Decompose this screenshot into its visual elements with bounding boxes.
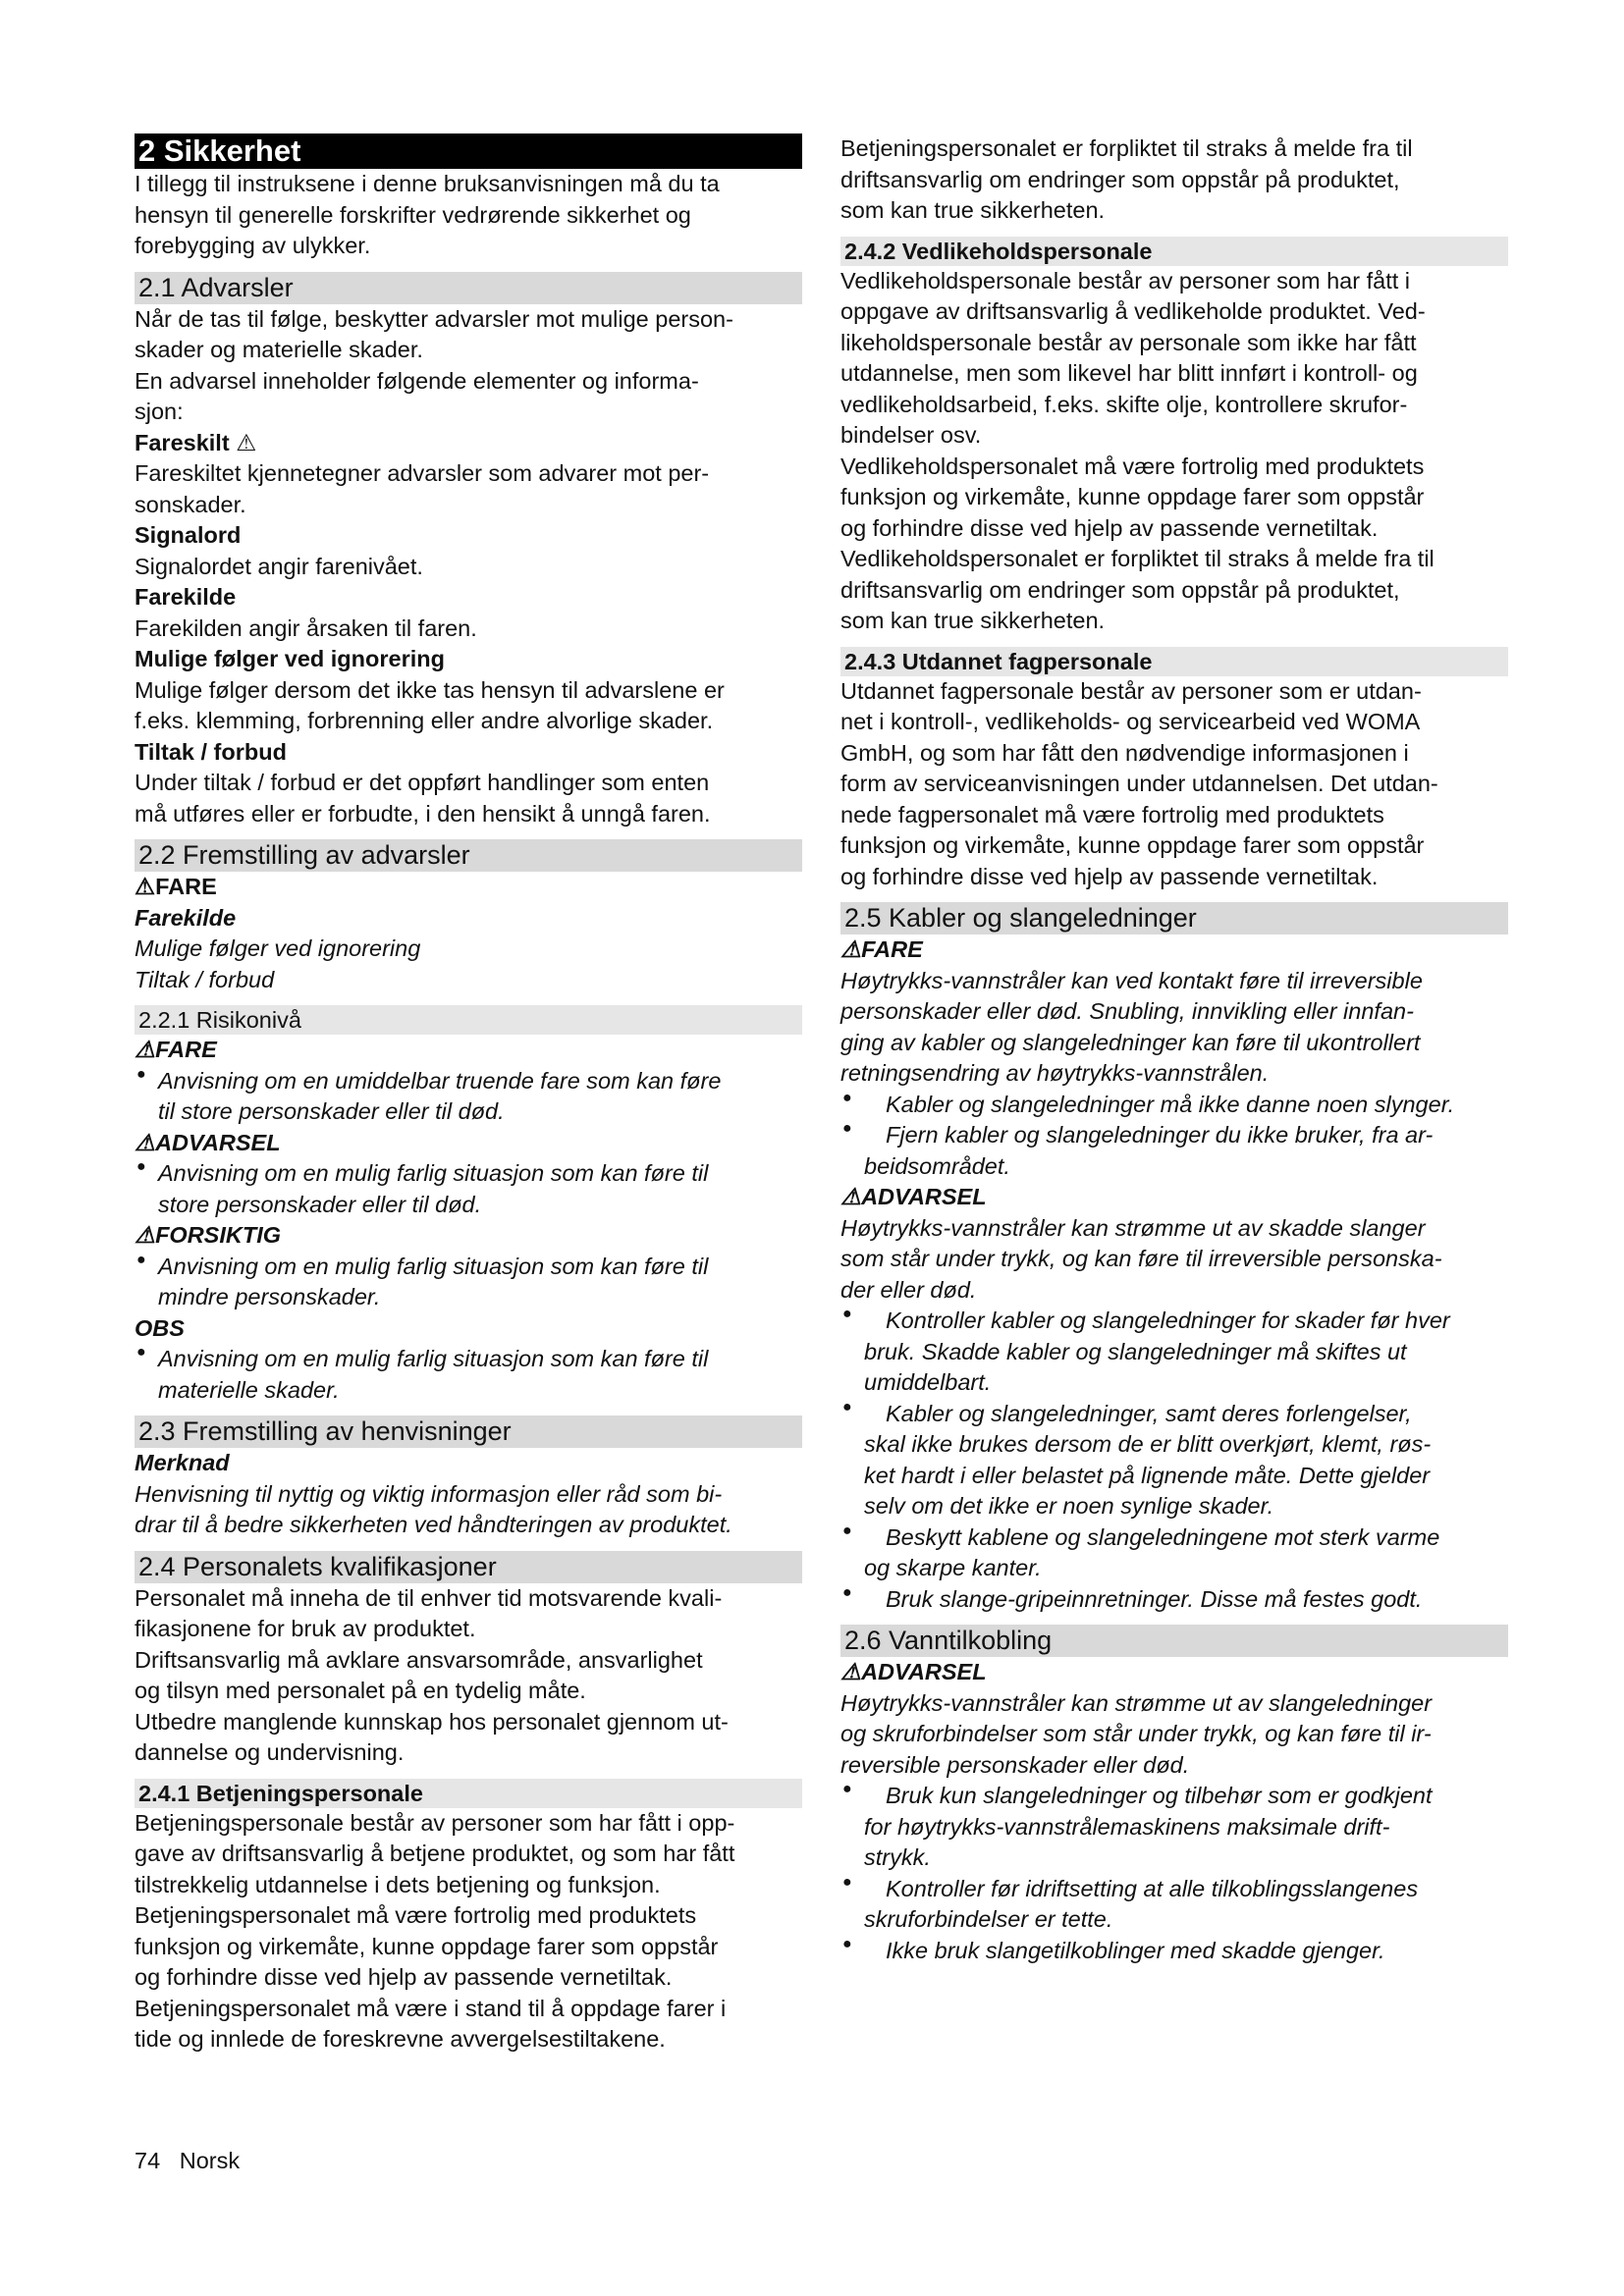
bullet-icon: ● [136, 1344, 146, 1361]
section-2-4-1-heading: 2.4.1 Betjeningspersonale [135, 1779, 802, 1808]
mulige-folger-text: Mulige følger dersom det ikke tas hensyn til advarslene er f.eks. klemming, forbrenning eller andre alvorlige skader. [135, 676, 725, 733]
risk-level-fare: ⚠FARE [135, 1037, 217, 1062]
risk-level-obs-item: ● Anvisning om en mulig farlig situasjon som kan føre til materielle skader. [136, 1344, 709, 1403]
fareskilt-title: Fareskilt ⚠ [135, 429, 257, 455]
risk-level-advarsel: ⚠ADVARSEL [135, 1129, 281, 1155]
list-item: ● Bruk slange-gripeinnretninger. Disse må festes godt. [842, 1583, 1423, 1612]
risk-level-forsiktig: ⚠FORSIKTIG [135, 1222, 282, 1248]
example-consequence: Mulige følger ved ignorering [135, 935, 421, 961]
section-2-6-heading: 2.6 Vanntilkobling [840, 1625, 1508, 1657]
list-item: ● Kontroller kabler og slangeledninger for skader før hver bruk. Skadde kabler og slangeledninger må skiftes ut umiddelbart. [842, 1306, 1450, 1395]
section-2-3-heading: 2.3 Fremstilling av henvisninger [135, 1415, 802, 1448]
list-item: ● Beskytt kablene og slangeledningene mot sterk varme og skarpe kanter. [842, 1522, 1440, 1580]
page-footer [135, 2148, 240, 2174]
bullet-icon: ● [842, 1089, 852, 1106]
section-2-2-heading: 2.2 Fremstilling av advarsler [135, 839, 802, 872]
example-farekilde: Farekilde [135, 904, 237, 931]
section-2-4-heading: 2.4 Personalets kvalifikasjoner [135, 1551, 802, 1583]
bullet-icon: ● [136, 1065, 146, 1083]
section-2-4-3-text: Utdannet fagpersonale består av personer som er utdan- net i kontroll-, vedlikeholds- og servicearbeid ved WOMA GmbH, og som har fått den nødvendige informasjonen i form av serviceanvisningen under utdannelsen. Det utdan- nede fagpersonalet må være fortrolig med produktets funksjon og virkemåte, kunne oppdage farer som oppstår og forhindre disse ved hjelp av passende vernetiltak. [840, 677, 1438, 889]
section-2-4-text: Personalet må inneha de til enhver tid motsvarende kvali- fikasjonene for bruk av produktet. Driftsansvarlig må avklare ansvarsområde, ansvarlighet og tilsyn med personalet på en tydelig måte. Utbedre manglende kunnskap hos personalet gjennom ut- dannelse og undervisning. [135, 1584, 729, 1765]
risk-level-fare-item: ● Anvisning om en umiddelbar truende fare som kan føre til store personskader eller til død. [136, 1065, 722, 1124]
risk-level-advarsel-item: ● Anvisning om en mulig farlig situasjon som kan føre til store personskader eller til død. [136, 1158, 709, 1217]
section-2-intro: I tillegg til instruksene i denne bruksanvisningen må du ta hensyn til generelle forskrifter vedrørende sikkerhet og forebygging av ulykker. [135, 171, 720, 258]
list-item: ● Ikke bruk slangetilkoblinger med skadde gjenger. [842, 1935, 1385, 1963]
section-2-5-heading: 2.5 Kabler og slangeledninger [840, 902, 1508, 934]
section-2-1-heading: 2.1 Advarsler [135, 272, 802, 304]
tiltak-forbud-text: Under tiltak / forbud er det oppført handlinger som enten må utføres eller er forbudte, i den hensikt å unngå faren. [135, 770, 711, 827]
bullet-icon: ● [842, 1873, 852, 1891]
warning-triangle-icon: ⚠ [236, 429, 257, 455]
section-2-heading: 2 Sikkerhet [135, 133, 802, 169]
signalord-text: Signalordet angir farenivået. [135, 553, 423, 579]
bullet-icon: ● [136, 1251, 146, 1268]
fareskilt-text: Fareskiltet kjennetegner advarsler som advarer mot per- sonskader. [135, 460, 710, 517]
list-item: ● Kontroller før idriftsetting at alle tilkoblingsslangenes skruforbindelser er tette. [842, 1873, 1419, 1932]
section-2-1-paragraph-1: Når de tas til følge, beskytter advarsler mot mulige person- skader og materielle skader. [135, 305, 733, 362]
section-2-4-2-heading: 2.4.2 Vedlikeholdspersonale [840, 237, 1508, 266]
section-2-4-2-text: Vedlikeholdspersonale består av personer som har fått i oppgave av driftsansvarlig å vedlikeholde produktet. Ved- likeholdspersonale består av personale som ikke har fått utdannelse, men som likevel har blitt innført i kontroll- og vedlikeholdsarbeid, f.eks. skifte olje, kontrollere skrufor- bindelser osv. Vedlikeholdspersonalet må være fortrolig med produktets funksjon og virkemåte, kunne oppdage farer som oppstår og forhindre disse ved hjelp av passende vernetiltak. Vedlikeholdspersonalet er forpliktet til straks å melde fra til driftsansvarlig om endringer som oppstår på produktet, som kan true sikkerheten. [840, 267, 1435, 633]
footer-language: Norsk [179, 2148, 241, 2173]
bullet-icon: ● [136, 1158, 146, 1175]
section-2-4-1-continued: Betjeningspersonalet er forpliktet til straks å melde fra til driftsansvarlig om endringer som oppstår på produktet, som kan true sikkerheten. [840, 135, 1413, 223]
mulige-folger-title: Mulige følger ved ignorering [135, 646, 445, 671]
risk-level-forsiktig-item: ● Anvisning om en mulig farlig situasjon som kan føre til mindre personskader. [136, 1251, 709, 1309]
section-2-6-signal-advarsel: ⚠ADVARSEL [840, 1659, 987, 1684]
bullet-icon: ● [842, 1935, 852, 1952]
section-2-6-text: Høytrykks-vannstråler kan strømme ut av slangeledninger og skruforbindelser som står under trykk, og kan føre til ir- reversible personskader eller død. [840, 1689, 1433, 1778]
section-2-5-signal-fare: ⚠FARE [840, 936, 923, 962]
list-item: ● Kabler og slangeledninger må ikke danne noen slynger. [842, 1089, 1455, 1117]
section-2-4-3-heading: 2.4.3 Utdannet fagpersonale [840, 647, 1508, 676]
page-number: 74 [135, 2148, 161, 2173]
tiltak-forbud-title: Tiltak / forbud [135, 738, 287, 765]
bullet-icon: ● [842, 1120, 852, 1137]
bullet-icon: ● [842, 1781, 852, 1797]
section-2-4-1-text: Betjeningspersonale består av personer som har fått i opp- gave av driftsansvarlig å betjene produktet, og som har fått tilstrekkelig utdannelse i dets betjening og funksjon. Betjeningspersonalet må være fortrolig med produktets funksjon og virkemåte, kunne oppdage farer som oppstår og forhindre disse ved hjelp av passende vernetiltak. Betjeningspersonalet må være i stand til å oppdage farer i tide og innlede de foreskrevne avvergelsestiltakene. [135, 1809, 735, 2052]
farekilde-title: Farekilde [135, 584, 237, 610]
risk-level-obs: OBS [135, 1314, 185, 1341]
farekilde-text: Farekilden angir årsaken til faren. [135, 614, 477, 641]
section-2-5-signal-advarsel: ⚠ADVARSEL [840, 1184, 987, 1209]
list-item: ● Kabler og slangeledninger, samt deres forlengelser, skal ikke brukes dersom de er blitt overkjørt, klemt, røs- ket hardt i eller belastet på lignende måte. Dette gjelder selv om det ikke er noen synlige skader. [842, 1398, 1432, 1519]
section-2-5-fare-text: Høytrykks-vannstråler kan ved kontakt føre til irreversible personskader eller død. Snubling, innvikling eller innfan- ging av kabler og slangeledninger kan føre til ukontrollert retningsendring av høytrykks-vannstrålen. [840, 967, 1423, 1086]
section-2-1-paragraph-2: En advarsel inneholder følgende elementer og informa- sjon: [135, 367, 699, 424]
list-item: ● Fjern kabler og slangeledninger du ikke bruker, fra ar- beidsområdet. [842, 1120, 1434, 1179]
right-column [840, 133, 1508, 1966]
merknad-text: Henvisning til nyttig og viktig informasjon eller råd som bi- drar til å bedre sikkerheten ved håndteringen av produktet. [135, 1480, 732, 1537]
bullet-icon: ● [842, 1398, 852, 1415]
section-2-2-1-heading: 2.2.1 Risikonivå [135, 1005, 802, 1035]
left-column [135, 133, 802, 2056]
bullet-icon: ● [842, 1522, 852, 1539]
merknad-label: Merknad [135, 1450, 230, 1475]
bullet-icon: ● [842, 1583, 852, 1601]
list-item: ● Bruk kun slangeledninger og tilbehør som er godkjent for høytrykks-vannstrålemaskinens maksimale drift- strykk. [842, 1781, 1433, 1870]
signalord-title: Signalord [135, 522, 242, 548]
section-2-5-advarsel-text: Høytrykks-vannstråler kan strømme ut av skadde slanger som står under trykk, og kan føre til irreversible personska- der eller død. [840, 1214, 1442, 1303]
signal-word-fare: ⚠FARE [135, 874, 217, 899]
bullet-icon: ● [842, 1306, 852, 1322]
example-measure: Tiltak / forbud [135, 966, 275, 992]
